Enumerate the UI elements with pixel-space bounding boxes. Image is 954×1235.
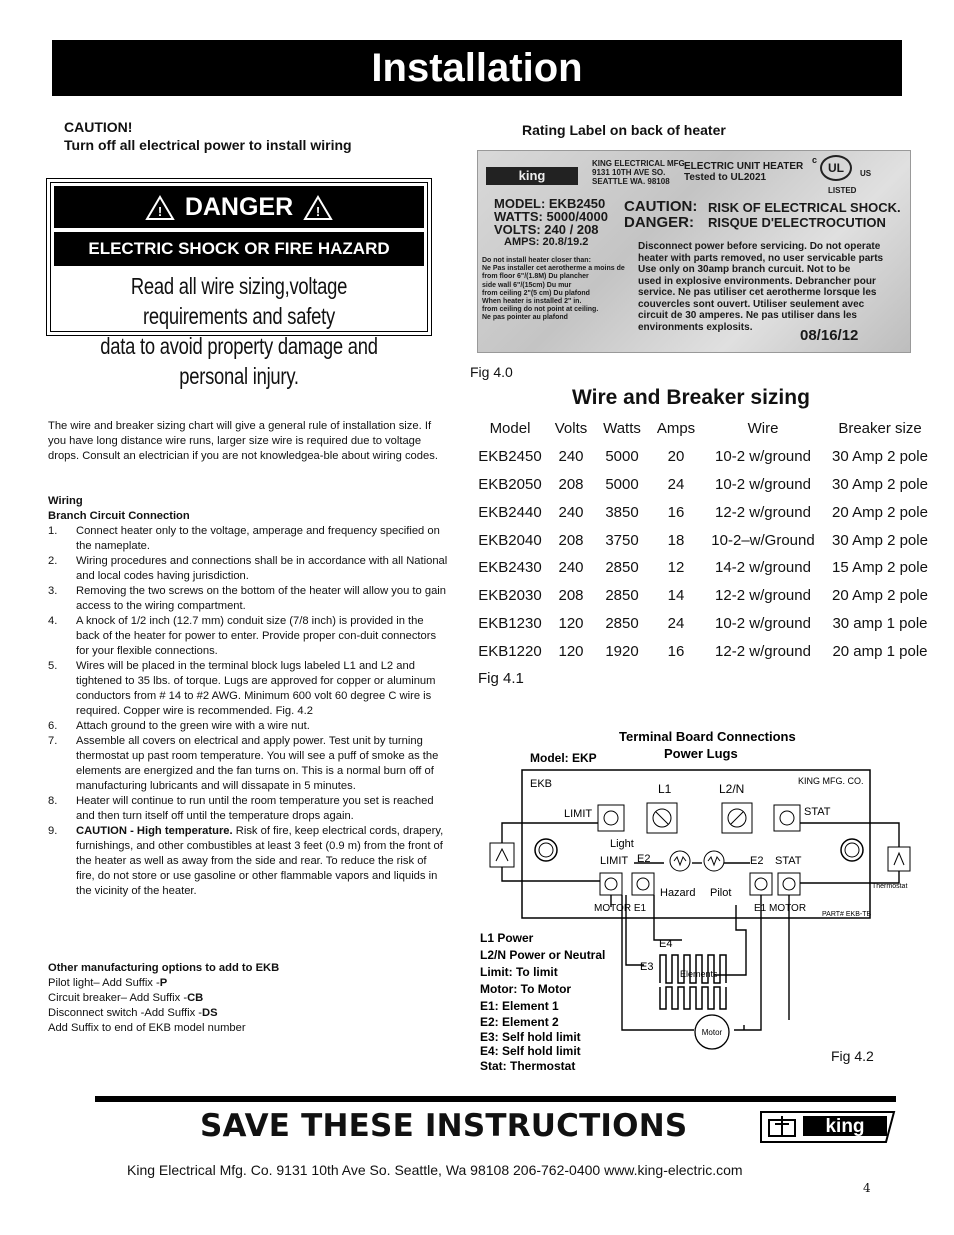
legend-item: E2: Element 2 [480,1015,559,1029]
table-cell: 1920 [605,642,639,660]
wiring-steps [48,524,448,899]
legend-item: L1 Power [480,931,534,945]
column-header: Amps [656,420,696,438]
label-unit-type [684,161,803,183]
step-text: Risk of fire, keep electrical cords, drapery, furnishings, and other combustibles at least 3 feet (0.9 m) from the front of the heater as well as away from the side and rear. To reduce the risk of fire, do not store or use gasoline or other flammable vapors and liquids in the vicinity of the heater. [76,825,444,897]
table-cell: 5000 [605,448,639,466]
page-title: Installation [52,40,902,96]
limit-switch-icon [490,843,514,867]
danger-message-line2: data to avoid property damage and personal injury. [100,333,378,389]
label-risk-en: RISK OF ELECTRICAL SHOCK. [708,200,901,215]
label-caution-words [624,199,697,231]
warning-line: Use only on 30amp branch curcuit. Not to be [638,264,851,275]
danger-message [92,271,386,391]
table-cell: 10-2 w/ground [715,475,811,493]
figure-caption: Fig 4.2 [831,1048,874,1064]
diagram-title: Terminal Board Connections [619,729,796,744]
table-cell: 30 Amp 2 pole [832,448,928,466]
table-cell: EKB2440 [478,503,542,521]
stat-terminal [774,805,800,831]
column-header: Breaker size [838,420,922,438]
label-warnings [638,241,883,333]
label-specs [494,197,608,249]
e1-motor-label: E1 MOTOR [754,903,807,914]
figure-caption: Fig 4.0 [470,364,513,380]
table-cell: EKB1230 [478,614,542,632]
lug-l2n-label: L2/N [719,782,745,796]
danger-subtitle: ELECTRIC SHOCK OR FIRE HAZARD [54,232,424,266]
intro-paragraph: The wire and breaker sizing chart will give a general rule of installation size. If you have long distance wire runs, larger size wire is required due to voltage drops. Consult an electrician if you are not knowledgea-ble about wiring codes. [48,420,438,462]
table-cell: EKB2430 [478,559,542,577]
wiring-subheading: Branch Circuit Connection [48,510,190,522]
list-item: 1. Connect heater only to the voltage, amperage and frequency specified on the nameplate. [48,525,440,552]
label-unit-line: Tested to UL2021 [684,172,767,183]
board-label: EKB [530,778,553,790]
warning-line: Disconnect power before servicing. Do not operate [638,241,881,252]
diagram-model: Model: EKP [530,751,597,765]
warning-line: service. Ne pas utiliser cet aerotherme lorsque les [638,287,877,298]
step-text: A knock of 1/2 inch (12.7 mm) conduit size (7/8 inch) is provided in the back of the heater for power to enter. Provide proper con-duit connectors for your flexible connections. [76,615,437,657]
table-cell: EKB2050 [478,475,542,493]
table-row [474,582,938,610]
table-cell: 2850 [605,559,639,577]
danger-message-line1: Read all wire sizing,voltage requirements and safety [130,273,348,329]
table-cell: 12-2 w/ground [715,503,811,521]
table-cell: 20 Amp 2 pole [832,503,928,521]
table-cell: 20 [667,448,685,466]
label-amps: AMPS: 20.8/19.2 [504,236,589,248]
clearance-line: from ceiling do not point at ceiling. [482,306,599,314]
label-risk-fr: RISQUE D'ELECTROCUTION [708,215,886,230]
sizing-title: Wire and Breaker sizing [572,386,810,409]
table-cell: 16 [667,642,685,660]
options-note: Add Suffix to end of EKB model number [48,1022,246,1034]
ul-logo-icon: UL [820,155,852,181]
rating-label-heading: Rating Label on back of heater [522,122,726,138]
e1-terminal [750,873,772,895]
limit-terminal [598,805,624,831]
table-cell: 120 [558,614,584,632]
list-item [48,991,448,1006]
table-row [474,637,938,665]
table-row [474,610,938,638]
option-suffix: DS [202,1007,218,1019]
svg-text:!: ! [316,204,321,220]
table-cell: 20 Amp 2 pole [832,587,928,605]
motor-label: Motor [701,1028,723,1037]
table-row [474,471,938,499]
warning-line: environments explosits. [638,321,753,333]
table-cell: 12 [667,559,685,577]
footer-divider [95,1096,896,1102]
options-heading: Other manufacturing options to add to EKB [48,962,280,974]
option-text: Circuit breaker– Add Suffix - [48,992,188,1004]
option-suffix: CB [187,992,204,1004]
table-cell: EKB2040 [478,531,542,549]
clearance-line: When heater is installed 2" in. [482,298,582,306]
mount-hole-icon [841,839,863,861]
label-brand-logo: king [486,167,578,185]
table-header-row [474,415,938,443]
table-cell: 208 [558,587,584,605]
clearance-line: from ceiling 2"(5 cm) Du plafond [482,289,590,297]
caution-note [64,118,352,154]
e2-label-2: E2 [750,855,764,867]
table-cell: EKB1220 [478,642,542,660]
label-volts: VOLTS: 240 / 208 [494,222,599,237]
label-mfg-line: KING ELECTRICAL MFG. [592,159,687,168]
danger-sign [46,178,432,389]
step-text: Wiring procedures and connections shall be in accordance with all National and local codes having jurisdiction. [76,555,448,582]
e4-label: E4 [659,938,673,950]
table-row [474,526,938,554]
list-item [48,976,448,991]
warning-line: heater with parts removed, no user servicable parts [638,252,884,264]
label-unit-line: ELECTRIC UNIT HEATER [684,161,804,172]
table-row [474,554,938,582]
motor-terminal [600,873,622,895]
hazard-label: Hazard [660,887,696,899]
warning-triangle-icon [145,195,175,221]
wiring-section [48,494,448,899]
ul-listed: LISTED [828,186,857,195]
table-cell: 3850 [605,503,639,521]
step-text: Attach ground to the green wire with a wire nut. [76,720,310,732]
stat-label: STAT [804,806,831,818]
limit-label-2: LIMIT [600,855,629,867]
limit-label: LIMIT [564,808,593,820]
option-text: Pilot light– Add Suffix - [48,977,160,989]
light-label: Light [610,838,634,850]
list-item: 6. Attach ground to the green wire with a wire nut. [48,720,310,732]
legend-item: E3: Self hold limit [480,1030,581,1044]
list-item: 7. Assemble all covers on electrical and apply power. Test unit by turning thermostat up past room temperature. You will see a puff of smoke as the elements are energized and the fan turns on. This is a normal burn off of manufacturing lubricants and will dissapate in 5 minutes. [48,735,439,792]
motor-terminal [778,873,800,895]
wiring-lines [502,823,899,1030]
lug-l1-label: L1 [658,782,672,796]
legend-item: Motor: To Motor [480,982,572,996]
table-cell: 14 [667,587,685,605]
label-caution: CAUTION: [624,198,698,215]
thermostat-icon [888,847,910,871]
legend-item: L2/N Power or Neutral [480,948,606,962]
table-cell: 24 [667,475,685,493]
svg-text:!: ! [157,204,162,220]
diagram-legend [480,931,605,1073]
table-cell: 30 Amp 2 pole [832,531,928,549]
table-cell: 12-2 w/ground [715,642,811,660]
table-row [474,498,938,526]
list-item: 9. CAUTION - High temperature. Risk of fire, keep electrical cords, drapery, furnishings, and other combustibles at least 3 feet (0.9 m) from the front of the heater as well as away from the side and rear. To reduce the risk of fire, do not store or use gasoline or other flammable vapors and liquids in the vicinity of the heater. [48,825,444,897]
mount-hole-icon [535,839,557,861]
table-cell: 2850 [605,587,639,605]
thermostat-label: Thermostat [872,883,908,890]
table-cell: 10-2–w/Ground [711,531,815,549]
page-number: 4 [863,1181,871,1195]
danger-header [54,186,424,228]
clearance-line: Ne Pas installer cet aerotherme a moins de [482,265,625,273]
caution-line2: Turn off all electrical power to install wiring [64,137,352,153]
table-cell: 208 [558,531,584,549]
danger-title: DANGER [184,193,294,221]
step-text: Connect heater only to the voltage, amperage and frequency specified on the nameplate. [76,525,440,552]
hazard-light-icon [670,851,690,871]
board-maker: KING MFG. CO. [798,776,864,786]
terminal-board-diagram [474,725,914,1077]
diagram-subtitle: Power Lugs [664,746,738,761]
column-header: Watts [603,420,641,438]
warning-line: used in explosive environments. Debrancher pour [638,275,876,287]
legend-item: Stat: Thermostat [480,1059,576,1073]
logo-text: king [825,1116,865,1137]
label-danger: DANGER: [624,214,694,231]
label-clearances [482,257,625,323]
e1-terminal [632,873,654,895]
table-row [474,443,938,471]
save-instructions: SAVE THESE INSTRUCTIONS [200,1108,688,1144]
list-item: 3. Removing the two screws on the bottom of the heater will allow you to gain access to the wiring compartment. [48,585,447,612]
e2-label: E2 [637,853,651,865]
warning-triangle-icon [303,195,333,221]
option-suffix: P [159,977,168,989]
step-text: Assemble all covers on electrical and apply power. Test unit by turning thermostat up past room temperature. You will see a puff of smoke as the elements are energized and the fan turns on. This is a normal burn off of manufacturing lubricants and will dissapate in 5 minutes. [76,735,439,792]
table-cell: 24 [667,614,685,632]
label-watts: WATTS: 5000/4000 [494,209,608,224]
label-mfg-line: 9131 10TH AVE SO. [592,168,666,177]
part-number: PART# EKB-TB [822,911,872,918]
rating-label-photo [477,150,911,353]
legend-item: E4: Self hold limit [480,1044,581,1058]
table-cell: 30 amp 1 pole [832,614,928,632]
table-cell: 30 Amp 2 pole [832,475,928,493]
option-text: Disconnect switch -Add Suffix - [48,1007,202,1019]
table-cell: 2850 [605,614,639,632]
terminal-board [522,770,870,918]
elements-label: Elements [680,969,718,979]
ul-us-mark: US [860,169,872,178]
table-cell: 10-2 w/ground [715,448,811,466]
table-cell: 240 [558,559,584,577]
caution-line1: CAUTION! [64,119,133,135]
label-mfg-line: SEATTLE WA. 98108 [592,177,670,186]
table-cell: 120 [558,642,584,660]
clearance-line: side wall 6"/(15cm) Du mur [482,281,572,289]
table-cell: 10-2 w/ground [715,614,811,632]
label-risk [708,200,901,230]
legend-item: Limit: To limit [480,965,558,979]
column-header: Volts [554,420,588,438]
list-item: 5. Wires will be placed in the terminal block lugs labeled L1 and L2 and tightened to 35 lbs. of torque. Lugs are approved for copper or aluminum conductors from # 14 to #2 AWG. Minimum 600 volt 60 degree C wire is required. Copper wire is recommended. Fig. 4.2 [48,660,436,717]
clearance-line: from floor 6"/(1.8M) Du plancher [482,273,589,281]
list-item: 2. Wiring procedures and connections shall be in accordance with all National and local codes having jurisdiction. [48,555,448,582]
table-cell: 16 [667,503,685,521]
motor-e1-label: MOTOR E1 [594,903,647,914]
label-date: 08/16/12 [800,327,859,344]
list-item: 8. Heater will continue to run until the room temperature you set is reached and then turn itself off until the temperature drops again. [48,795,434,822]
table-cell: EKB2450 [478,448,542,466]
table-cell: 18 [667,531,685,549]
options-section [48,961,448,1036]
stat-label-2: STAT [775,855,802,867]
list-item [48,1006,448,1021]
table-cell: 3750 [605,531,639,549]
table-cell: 240 [558,503,584,521]
wiring-heading: Wiring [48,495,83,507]
figure-caption: Fig 4.1 [478,670,524,687]
warning-line: circuit de 30 amperes. Ne pas utiliser dans les [638,310,857,321]
table-cell: 15 Amp 2 pole [832,559,928,577]
sizing-table [474,415,938,665]
step-text: Heater will continue to run until the room temperature you set is reached and then turn itself off until the temperature drops again. [76,795,434,822]
pilot-light-icon [704,851,724,871]
table-cell: 240 [558,448,584,466]
e3-label: E3 [640,961,654,973]
king-logo [759,1110,896,1144]
table-cell: 20 amp 1 pole [832,642,928,660]
table-cell: EKB2030 [478,587,542,605]
label-mfg-address [592,159,687,186]
table-cell: 208 [558,475,584,493]
clearance-line: Ne pas pointer au plafond [482,314,568,322]
step-text: Removing the two screws on the bottom of the heater will allow you to gain access to the wiring compartment. [76,585,447,612]
table-cell: 12-2 w/ground [715,587,811,605]
list-item: 4. A knock of 1/2 inch (12.7 mm) conduit size (7/8 inch) is provided in the back of the heater for power to enter. Provide proper con-duit connectors for your flexible connections. [48,615,437,657]
ul-c-mark: c [812,155,818,165]
table-cell: 14-2 w/ground [715,559,811,577]
pilot-label: Pilot [710,887,732,899]
column-header: Model [489,420,531,438]
legend-item: E1: Element 1 [480,999,559,1013]
table-cell: 5000 [605,475,639,493]
column-header: Wire [747,420,779,438]
warning-line: couvercles sont ouvert. Utiliser seulement avec [638,298,865,310]
step-caution: CAUTION - High temperature. [76,825,233,837]
step-text: Wires will be placed in the terminal block lugs labeled L1 and L2 and tightened to 35 lbs. of torque. Lugs are approved for copper or aluminum conductors from # 14 to #2 AWG. Minimum 600 volt 60 degree C wire is required. Copper wire is recommended. Fig. 4.2 [76,660,436,717]
label-model: MODEL: EKB2450 [494,196,606,211]
clearance-line: Do not install heater closer than: [482,257,591,264]
heating-elements-icon [660,987,726,1009]
footer-address: King Electrical Mfg. Co. 9131 10th Ave So. Seattle, Wa 98108 206-762-0400 www.king-electric.com [127,1162,743,1178]
